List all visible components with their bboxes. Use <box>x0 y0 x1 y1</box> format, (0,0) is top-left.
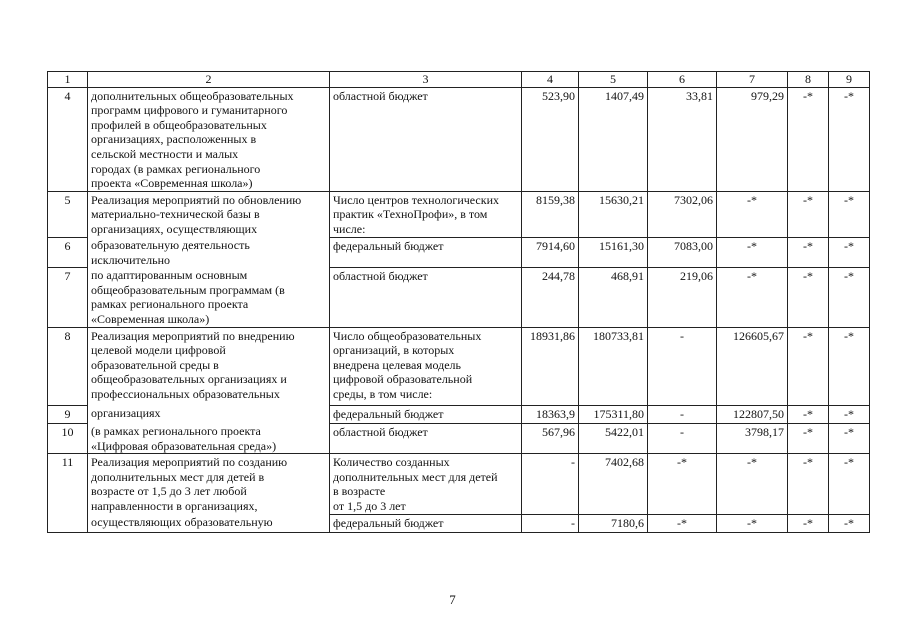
funding-source-line: среды, в том числе: <box>333 386 433 401</box>
table-row <box>48 454 870 514</box>
value-cell-col6: 7083,00 <box>648 237 717 267</box>
funding-source-line: Число центров технологических <box>333 192 500 207</box>
funding-source-line: федеральный бюджет <box>333 515 444 530</box>
description-cell <box>88 454 330 514</box>
header-cell-2: 2 <box>88 72 330 88</box>
value-cell-col9: -* <box>829 405 870 423</box>
header-cell-8: 8 <box>788 72 829 88</box>
funding-source-cell <box>330 327 522 405</box>
row-number-cell: 7 <box>48 267 88 327</box>
funding-source-line: Число общеобразовательных <box>333 328 482 343</box>
description-cell <box>88 514 330 532</box>
table-row <box>48 87 870 191</box>
description-line: профилей в общеобразовательных <box>91 117 267 132</box>
funding-source-line: областной бюджет <box>333 88 428 103</box>
value-cell-col9: -* <box>829 327 870 405</box>
value-cell-col4: 567,96 <box>522 423 579 454</box>
description-cell <box>88 87 330 191</box>
value-cell-col6: -* <box>648 514 717 532</box>
value-cell-col8: -* <box>788 237 829 267</box>
row-number-cell: 5 <box>48 191 88 237</box>
description-line: по адаптированным основным <box>91 268 248 283</box>
row-number-cell <box>48 514 88 532</box>
description-line: возрасте от 1,5 до 3 лет любой <box>91 484 247 499</box>
value-cell-col8: -* <box>788 454 829 514</box>
row-number-cell: 11 <box>48 454 88 514</box>
value-cell-col9: -* <box>829 454 870 514</box>
table-row <box>48 514 870 532</box>
value-cell-col6: - <box>648 405 717 423</box>
row-number-cell: 9 <box>48 405 88 423</box>
header-cell-3: 3 <box>330 72 522 88</box>
description-line: организациях <box>91 406 161 421</box>
value-cell-col9: -* <box>829 191 870 237</box>
funding-source-cell <box>330 191 522 237</box>
value-cell-col7: -* <box>717 237 788 267</box>
description-line: целевой модели цифровой <box>91 343 226 358</box>
table-row <box>48 327 870 405</box>
header-cell-7: 7 <box>717 72 788 88</box>
value-cell-col8: -* <box>788 405 829 423</box>
value-cell-col7: 126605,67 <box>717 327 788 405</box>
description-cell <box>88 237 330 267</box>
funding-source-line: числе: <box>333 221 366 236</box>
description-line: общеобразовательным программам (в <box>91 282 285 297</box>
value-cell-col6: 219,06 <box>648 267 717 327</box>
funding-source-cell <box>330 87 522 191</box>
description-line: дополнительных мест для детей в <box>91 469 265 484</box>
value-cell-col5: 1407,49 <box>579 87 648 191</box>
description-line: Реализация мероприятий по созданию <box>91 455 288 470</box>
value-cell-col4: 18363,9 <box>522 405 579 423</box>
table-row <box>48 191 870 237</box>
funding-source-line: внедрена целевая модель <box>333 357 461 372</box>
description-line: «Цифровая образовательная среда») <box>91 438 277 453</box>
value-cell-col9: -* <box>829 237 870 267</box>
table-row <box>48 405 870 423</box>
funding-source-line: дополнительных мест для детей <box>333 469 498 484</box>
description-line: осуществляющих образовательную <box>91 515 273 530</box>
value-cell-col5: 175311,80 <box>579 405 648 423</box>
description-line: Реализация мероприятий по внедрению <box>91 328 295 343</box>
value-cell-col7: 122807,50 <box>717 405 788 423</box>
value-cell-col7: -* <box>717 454 788 514</box>
value-cell-col8: -* <box>788 514 829 532</box>
row-number-cell: 8 <box>48 327 88 405</box>
funding-source-line: федеральный бюджет <box>333 238 444 253</box>
header-cell-1: 1 <box>48 72 88 88</box>
row-number-cell: 6 <box>48 237 88 267</box>
value-cell-col7: 979,29 <box>717 87 788 191</box>
budget-table <box>47 71 870 533</box>
value-cell-col6: -* <box>648 454 717 514</box>
funding-source-line: в возрасте <box>333 484 386 499</box>
value-cell-col9: -* <box>829 267 870 327</box>
description-cell <box>88 327 330 405</box>
funding-source-cell <box>330 514 522 532</box>
funding-source-cell <box>330 423 522 454</box>
row-number-cell: 10 <box>48 423 88 454</box>
value-cell-col7: -* <box>717 514 788 532</box>
value-cell-col5: 180733,81 <box>579 327 648 405</box>
row-number-cell: 4 <box>48 87 88 191</box>
value-cell-col7: -* <box>717 267 788 327</box>
description-line: городах (в рамках регионального <box>91 161 261 176</box>
description-line: рамках регионального проекта <box>91 297 249 312</box>
value-cell-col4: 8159,38 <box>522 191 579 237</box>
funding-source-cell <box>330 237 522 267</box>
funding-source-line: от 1,5 до 3 лет <box>333 499 406 514</box>
value-cell-col7: 3798,17 <box>717 423 788 454</box>
value-cell-col4: 244,78 <box>522 267 579 327</box>
funding-source-line: областной бюджет <box>333 268 428 283</box>
description-line: дополнительных общеобразовательных <box>91 88 294 103</box>
value-cell-col8: -* <box>788 327 829 405</box>
funding-source-cell <box>330 454 522 514</box>
header-row <box>48 72 870 88</box>
value-cell-col6: - <box>648 327 717 405</box>
page-number: 7 <box>449 592 456 607</box>
description-cell <box>88 267 330 327</box>
value-cell-col5: 15630,21 <box>579 191 648 237</box>
value-cell-col4: 7914,60 <box>522 237 579 267</box>
description-line: организациях, осуществляющих <box>91 221 258 236</box>
value-cell-col9: -* <box>829 514 870 532</box>
description-line: Реализация мероприятий по обновлению <box>91 192 302 207</box>
value-cell-col4: - <box>522 514 579 532</box>
value-cell-col4: 18931,86 <box>522 327 579 405</box>
table-row <box>48 237 870 267</box>
header-cell-6: 6 <box>648 72 717 88</box>
funding-source-line: организаций, в которых <box>333 343 455 358</box>
description-line: программ цифрового и гуманитарного <box>91 103 288 118</box>
description-line: проекта «Современная школа») <box>91 176 253 191</box>
funding-source-cell <box>330 405 522 423</box>
value-cell-col5: 5422,01 <box>579 423 648 454</box>
value-cell-col5: 7180,6 <box>579 514 648 532</box>
funding-source-line: областной бюджет <box>333 424 428 439</box>
header-cell-5: 5 <box>579 72 648 88</box>
table-body <box>48 72 870 533</box>
budget-table-wrapper <box>47 71 870 533</box>
value-cell-col8: -* <box>788 87 829 191</box>
table-row <box>48 267 870 327</box>
value-cell-col8: -* <box>788 267 829 327</box>
description-line: образовательной среды в <box>91 357 219 372</box>
header-cell-4: 4 <box>522 72 579 88</box>
value-cell-col4: - <box>522 454 579 514</box>
value-cell-col8: -* <box>788 191 829 237</box>
description-cell <box>88 191 330 237</box>
funding-source-line: Количество созданных <box>333 455 450 470</box>
description-line: общеобразовательных организациях и <box>91 372 287 387</box>
description-line: направленности в организациях, <box>91 499 258 514</box>
value-cell-col5: 7402,68 <box>579 454 648 514</box>
description-line: (в рамках регионального проекта <box>91 424 261 439</box>
description-line: материально-технической базы в <box>91 207 260 222</box>
description-line: образовательную деятельность <box>91 238 250 253</box>
funding-source-line: цифровой образовательной <box>333 372 473 387</box>
description-cell <box>88 405 330 423</box>
value-cell-col6: 33,81 <box>648 87 717 191</box>
funding-source-cell <box>330 267 522 327</box>
value-cell-col8: -* <box>788 423 829 454</box>
description-line: сельской местности и малых <box>91 146 239 161</box>
description-cell <box>88 423 330 454</box>
description-line: организациях, расположенных в <box>91 132 257 147</box>
funding-source-line: практик «ТехноПрофи», в том <box>333 207 488 222</box>
value-cell-col6: 7302,06 <box>648 191 717 237</box>
header-cell-9: 9 <box>829 72 870 88</box>
description-line: исключительно <box>91 252 170 267</box>
description-line: «Современная школа») <box>91 312 210 326</box>
value-cell-col4: 523,90 <box>522 87 579 191</box>
value-cell-col7: -* <box>717 191 788 237</box>
value-cell-col5: 468,91 <box>579 267 648 327</box>
funding-source-line: федеральный бюджет <box>333 406 444 421</box>
value-cell-col6: - <box>648 423 717 454</box>
description-line: профессиональных образовательных <box>91 386 280 401</box>
table-row <box>48 423 870 454</box>
value-cell-col5: 15161,30 <box>579 237 648 267</box>
value-cell-col9: -* <box>829 423 870 454</box>
value-cell-col9: -* <box>829 87 870 191</box>
